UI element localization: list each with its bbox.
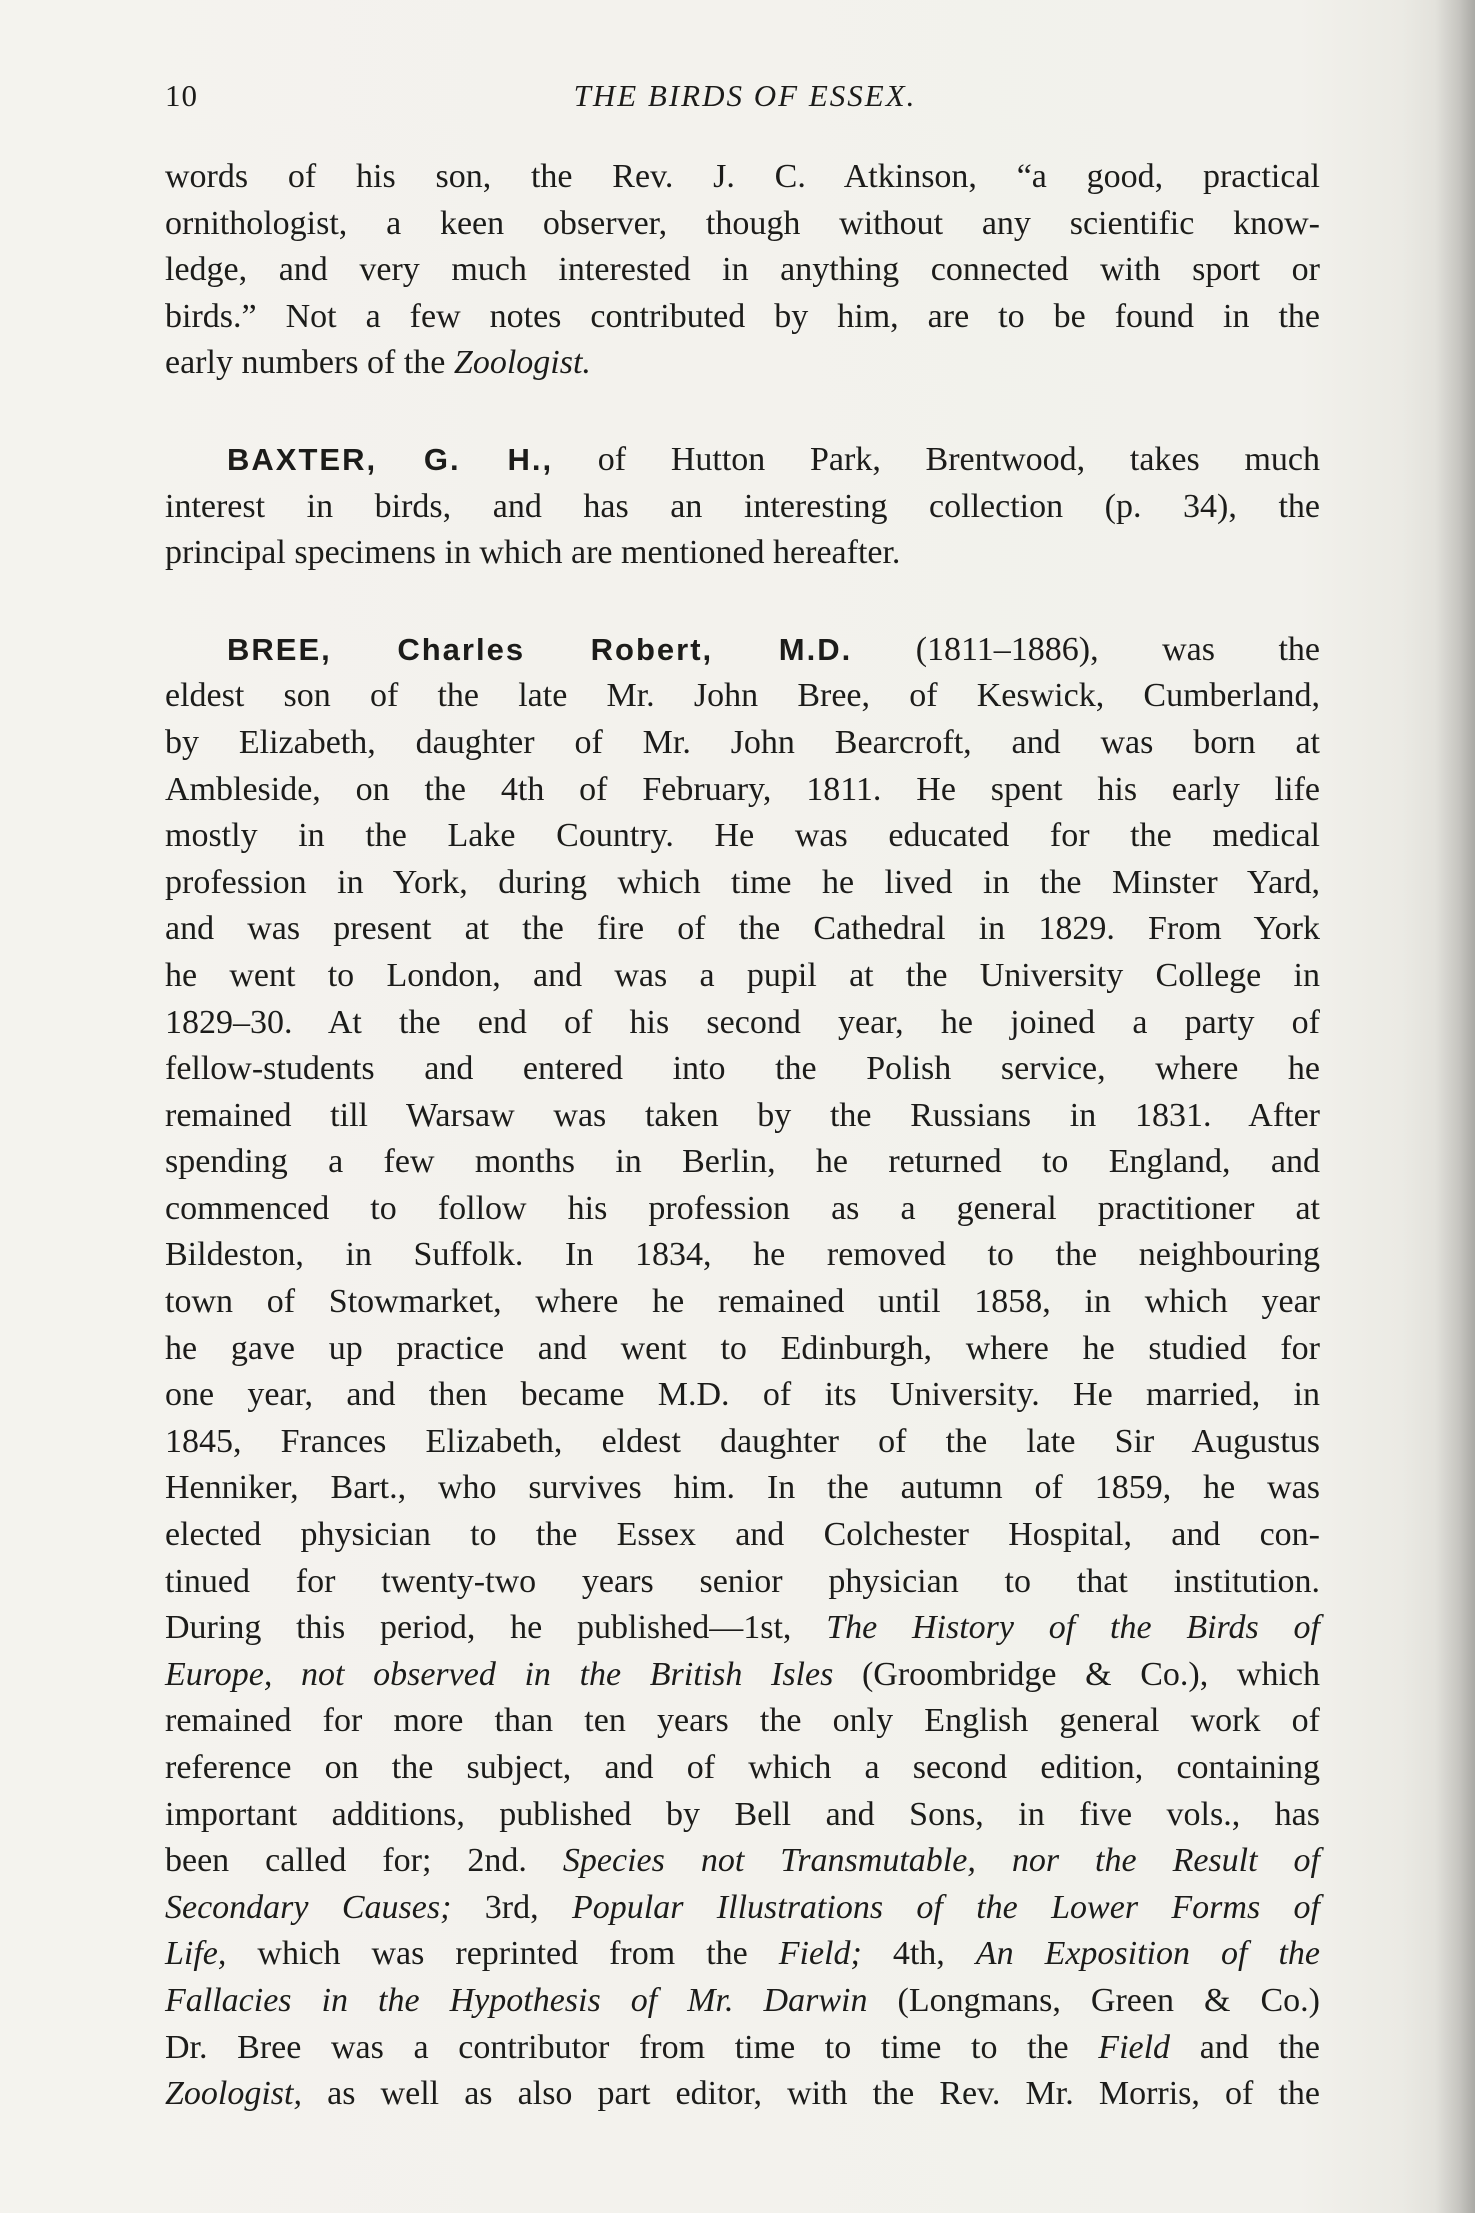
text-line: been called for; 2nd. Species not Transmutable, nor the Result of bbox=[165, 1842, 1320, 1880]
page-number: 10 bbox=[165, 78, 198, 113]
text-line: principal specimens in which are mentioned hereafter. bbox=[165, 534, 901, 572]
text-line: Ambleside, on the 4th of February, 1811. He spent his early life bbox=[165, 770, 1320, 808]
text-line: profession in York, during which time he lived in the Minster Yard, bbox=[165, 863, 1320, 901]
text-line: 1845, Frances Elizabeth, eldest daughter of the late Sir Augustus bbox=[165, 1422, 1320, 1460]
text-line: Dr. Bree was a contributor from time to time to the Field and the bbox=[165, 2028, 1320, 2066]
text-line: spending a few months in Berlin, he returned to England, and bbox=[165, 1143, 1320, 1181]
text-line: commenced to follow his profession as a general practitioner at bbox=[165, 1189, 1320, 1227]
text-line: Fallacies in the Hypothesis of Mr. Darwin (Longmans, Green & Co.) bbox=[165, 1981, 1320, 2019]
page-header bbox=[165, 78, 1325, 128]
entry-heading-line: BREE, Charles Robert, M.D. (1811–1886), was the bbox=[227, 630, 1320, 668]
italic-title: Species not Transmutable, nor the Result of bbox=[562, 1842, 1320, 1880]
text-line: Secondary Causes; 3rd, Popular Illustrations of the Lower Forms of bbox=[165, 1888, 1321, 1926]
italic-title: Zoologist. bbox=[453, 344, 591, 382]
text-line: remained for more than ten years the only English general work of bbox=[165, 1702, 1320, 1740]
text-line: interest in birds, and has an interesting collection (p. 34), the bbox=[165, 487, 1320, 525]
text-line: ornithologist, a keen observer, though without any scientific know- bbox=[165, 204, 1320, 242]
text-line: eldest son of the late Mr. John Bree, of Keswick, Cumberland, bbox=[165, 677, 1320, 715]
italic-title: Europe, not observed in the British Isles bbox=[165, 1655, 834, 1693]
text-line: early numbers of the Zoologist. bbox=[165, 344, 591, 382]
text-line: words of his son, the Rev. J. C. Atkinson, “a good, practical bbox=[165, 158, 1320, 195]
text-line: mostly in the Lake Country. He was educated for the medical bbox=[165, 817, 1320, 855]
entry-heading-line: BAXTER, G. H., of Hutton Park, Brentwood, takes much bbox=[227, 440, 1320, 478]
text-line: 1829–30. At the end of his second year, he joined a party of bbox=[165, 1003, 1320, 1041]
text-line: Europe, not observed in the British Isles (Groombridge & Co.), which bbox=[165, 1655, 1320, 1693]
text-line: elected physician to the Essex and Colchester Hospital, and con- bbox=[165, 1516, 1320, 1554]
running-title: THE BIRDS OF ESSEX. bbox=[573, 78, 917, 113]
italic-title: Fallacies in the Hypothesis of Mr. Darwin bbox=[165, 1981, 868, 2019]
italic-title: Field; bbox=[778, 1935, 862, 1973]
text-line: tinued for twenty-two years senior physician to that institution. bbox=[165, 1562, 1320, 1600]
italic-title: Field bbox=[1098, 2028, 1171, 2066]
text-line: town of Stowmarket, where he remained until 1858, in which year bbox=[165, 1283, 1320, 1321]
italic-title: An Exposition of the bbox=[975, 1935, 1320, 1973]
italic-title: The History of the Birds of bbox=[826, 1609, 1320, 1647]
text-line: important additions, published by Bell and Sons, in five vols., has bbox=[165, 1795, 1320, 1833]
entry-name: BAXTER, G. H., bbox=[227, 441, 554, 477]
text-line: one year, and then became M.D. of its University. He married, in bbox=[165, 1376, 1320, 1414]
body-text bbox=[165, 154, 1320, 2118]
text-line: Bildeston, in Suffolk. In 1834, he removed to the neighbouring bbox=[165, 1236, 1320, 1274]
text-line: During this period, he published—1st, The History of the Birds of bbox=[165, 1609, 1320, 1647]
text-line: Zoologist, as well as also part editor, with the Rev. Mr. Morris, of the bbox=[165, 2075, 1320, 2113]
text-line: Life, which was reprinted from the Field; 4th, An Exposition of the bbox=[165, 1935, 1320, 1973]
italic-title: Secondary Causes; bbox=[165, 1888, 452, 1926]
italic-title: Popular Illustrations of the Lower Forms of bbox=[572, 1888, 1321, 1926]
italic-title: Zoologist, bbox=[165, 2075, 302, 2113]
text-line: birds.” Not a few notes contributed by him, are to be found in the bbox=[165, 297, 1320, 335]
text-line: Henniker, Bart., who survives him. In the autumn of 1859, he was bbox=[165, 1469, 1320, 1507]
text-line: by Elizabeth, daughter of Mr. John Bearcroft, and was born at bbox=[165, 723, 1320, 761]
text-line: he gave up practice and went to Edinburgh, where he studied for bbox=[165, 1329, 1320, 1367]
text-line: he went to London, and was a pupil at the University College in bbox=[165, 956, 1320, 994]
text-line: and was present at the fire of the Cathedral in 1829. From York bbox=[165, 910, 1320, 948]
text-line: reference on the subject, and of which a second edition, containing bbox=[165, 1749, 1320, 1786]
text-line: ledge, and very much interested in anything connected with sport or bbox=[165, 251, 1320, 289]
text-line: fellow-students and entered into the Polish service, where he bbox=[165, 1050, 1320, 1088]
page-edge-shadow bbox=[1435, 0, 1475, 2213]
text-line: remained till Warsaw was taken by the Russians in 1831. After bbox=[165, 1096, 1320, 1134]
italic-title: Life, bbox=[165, 1935, 227, 1973]
entry-name: BREE, Charles Robert, M.D. bbox=[227, 631, 853, 667]
